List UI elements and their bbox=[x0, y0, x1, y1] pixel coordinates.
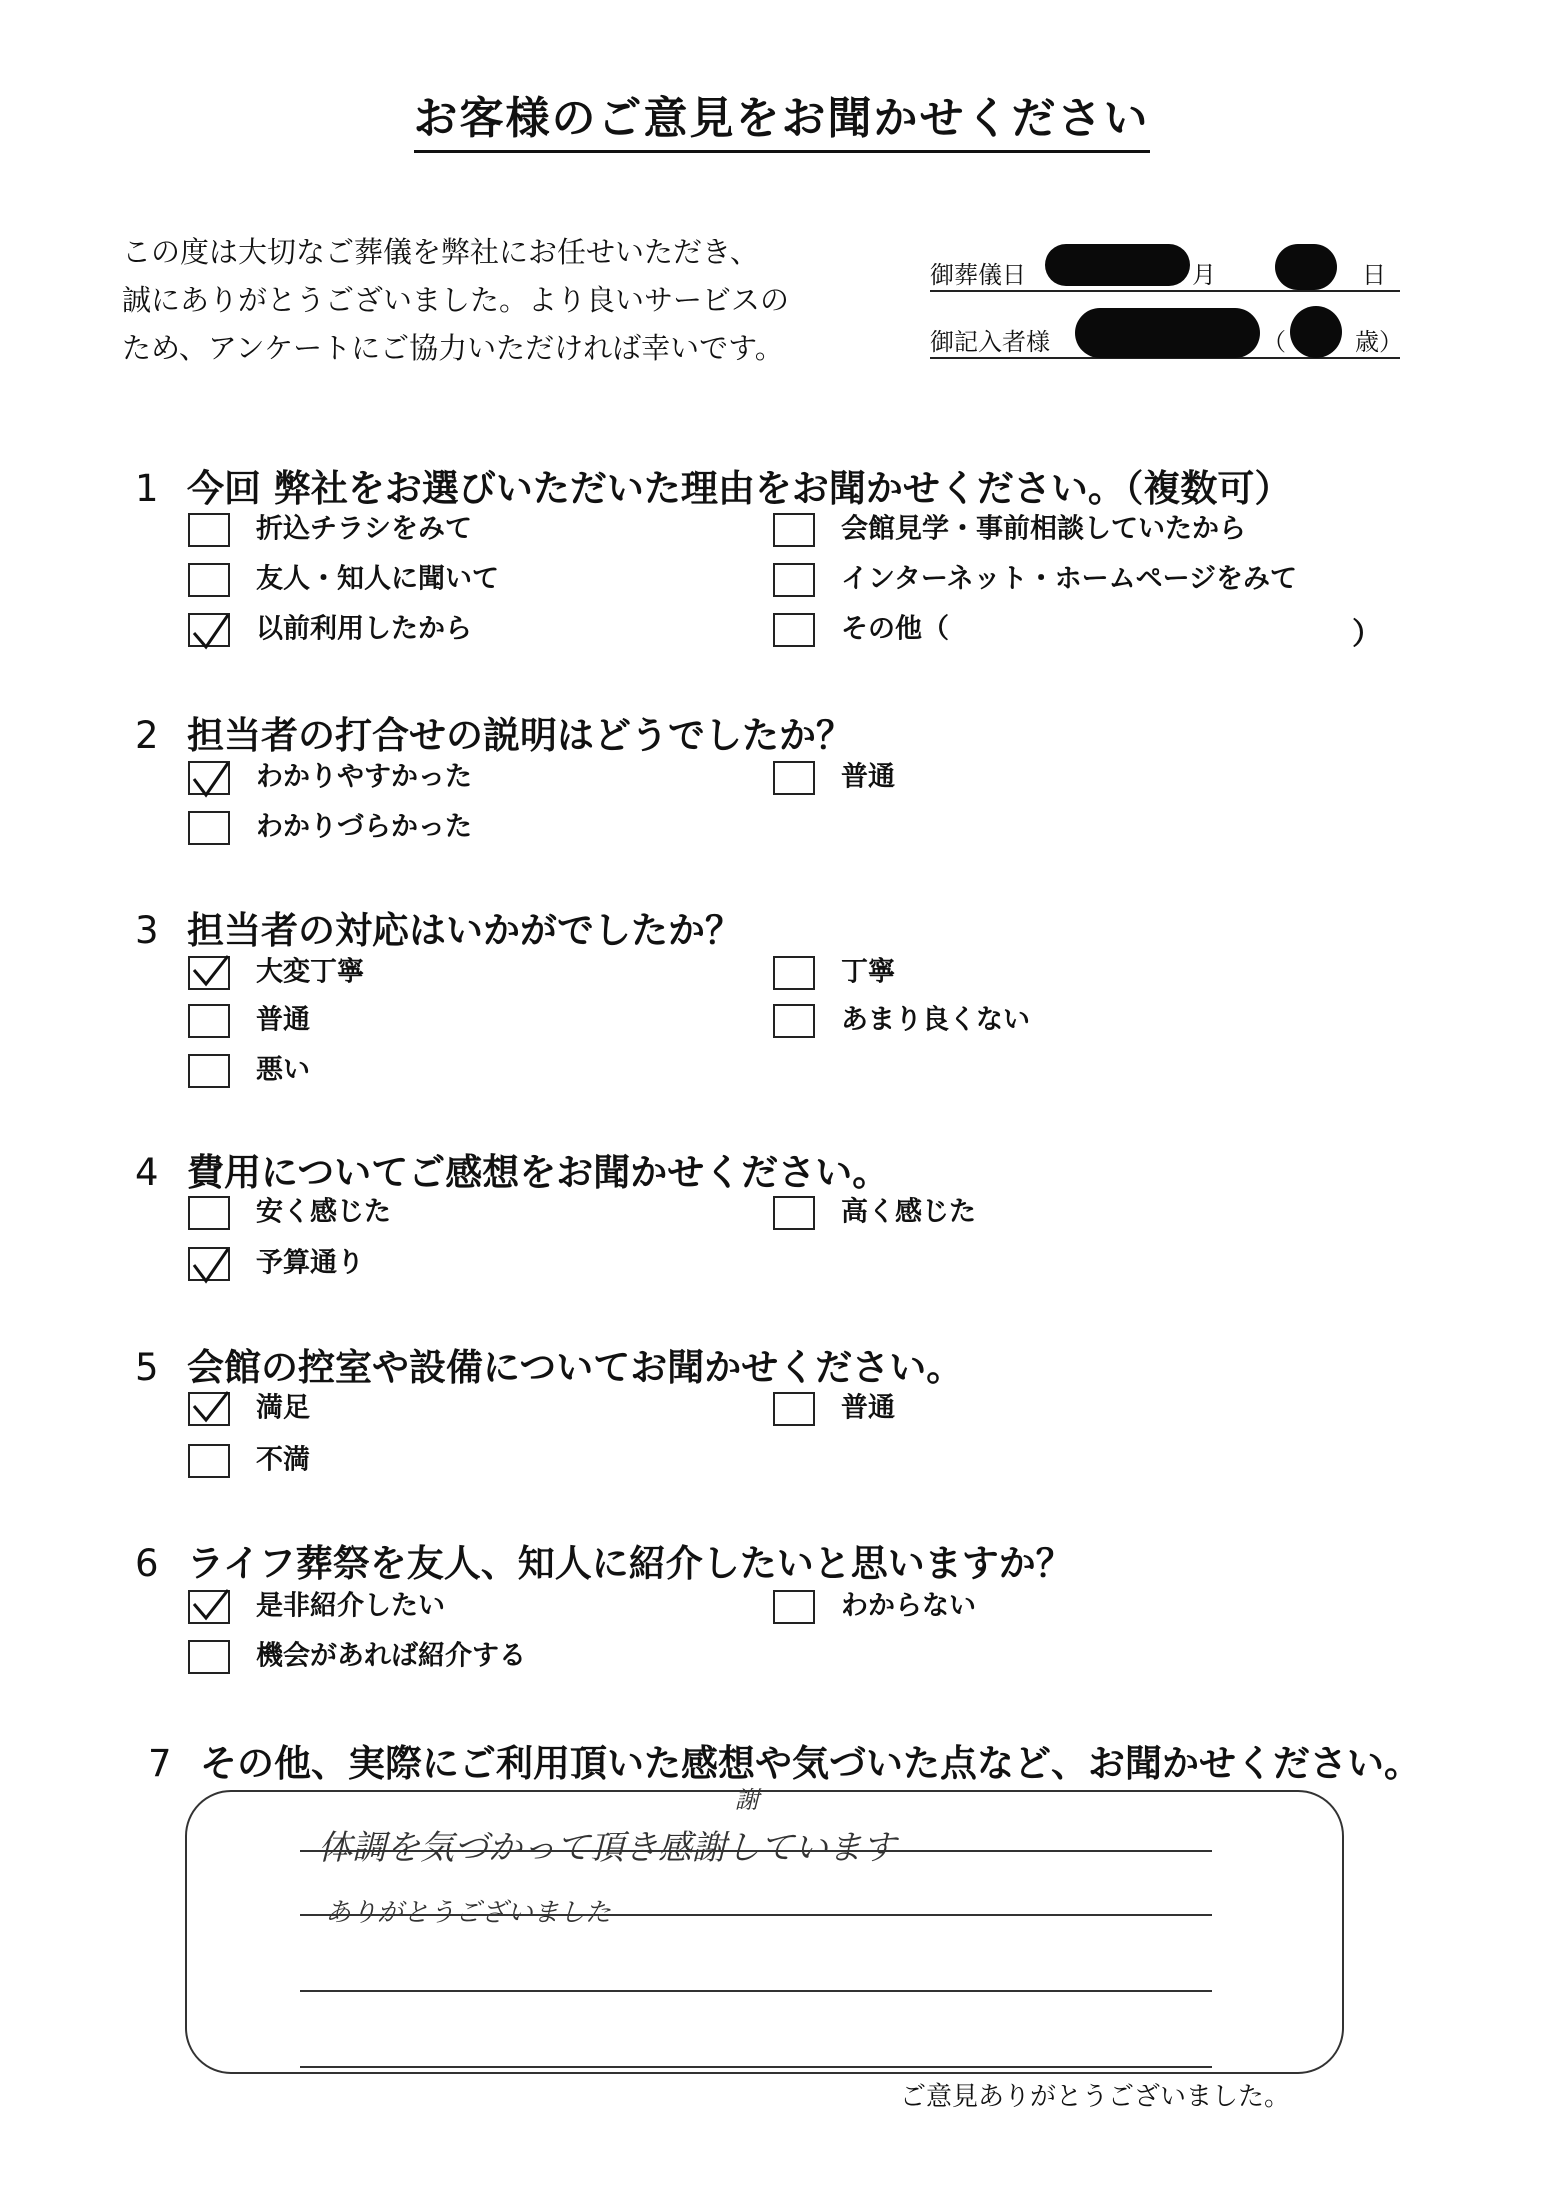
close-paren: ） bbox=[1352, 617, 1382, 652]
option-label: 友人・知人に聞いて bbox=[256, 563, 499, 595]
option-label: 会館見学・事前相談していたから bbox=[841, 513, 1246, 545]
question-2 bbox=[135, 705, 853, 759]
option-row[interactable] bbox=[773, 509, 1246, 549]
checkbox-unchecked[interactable] bbox=[188, 1004, 230, 1038]
option-label: 普通 bbox=[841, 1392, 895, 1424]
option-label: 大変丁寧 bbox=[256, 956, 364, 988]
option-row[interactable] bbox=[773, 1192, 976, 1232]
question-3 bbox=[135, 900, 742, 954]
option-label: 不満 bbox=[256, 1444, 310, 1476]
checkbox-unchecked[interactable] bbox=[773, 761, 815, 795]
question-text: ライフ葬祭を友人、知人に紹介したいと思いますか？ bbox=[187, 1542, 1073, 1585]
respondent-label: 御記入者様 bbox=[930, 328, 1050, 356]
checkmark-icon bbox=[188, 757, 234, 801]
checkbox-unchecked[interactable] bbox=[773, 1590, 815, 1624]
checkbox-checked[interactable] bbox=[188, 1590, 230, 1624]
checkbox-unchecked[interactable] bbox=[188, 1640, 230, 1674]
option-label: 機会があれば紹介する bbox=[256, 1640, 526, 1672]
redacted-day bbox=[1275, 244, 1337, 290]
option-row[interactable] bbox=[188, 1243, 364, 1283]
checkbox-unchecked[interactable] bbox=[773, 1196, 815, 1230]
option-label: わからない bbox=[841, 1590, 976, 1622]
day-label: 日 bbox=[1362, 261, 1386, 289]
option-label: 是非紹介したい bbox=[256, 1590, 445, 1622]
question-number: 4 bbox=[135, 1151, 159, 1194]
funeral-date-label: 御葬儀日 bbox=[930, 261, 1026, 289]
option-label: 以前利用したから bbox=[256, 613, 472, 645]
option-label: 普通 bbox=[256, 1004, 310, 1036]
checkbox-unchecked[interactable] bbox=[188, 513, 230, 547]
option-label: 折込チラシをみて bbox=[256, 513, 472, 545]
checkmark-icon bbox=[188, 1586, 234, 1630]
page-title bbox=[0, 82, 1563, 146]
option-label: 高く感じた bbox=[841, 1196, 976, 1228]
checkmark-icon bbox=[188, 1243, 234, 1287]
checkmark-icon bbox=[188, 952, 234, 996]
checkmark-icon bbox=[188, 609, 234, 653]
question-number: 2 bbox=[135, 714, 159, 757]
option-row[interactable] bbox=[773, 757, 895, 797]
option-row[interactable] bbox=[188, 1050, 310, 1090]
checkbox-unchecked[interactable] bbox=[773, 563, 815, 597]
option-label: わかりやすかった bbox=[256, 761, 472, 793]
comment-line bbox=[300, 2066, 1212, 2068]
option-label: 悪い bbox=[256, 1054, 310, 1086]
question-7 bbox=[148, 1733, 1421, 1787]
checkbox-unchecked[interactable] bbox=[188, 1054, 230, 1088]
checkbox-unchecked[interactable] bbox=[773, 1392, 815, 1426]
question-text: その他、実際にご利用頂いた感想や気づいた点など、お聞かせください。 bbox=[200, 1742, 1421, 1785]
option-row[interactable] bbox=[188, 952, 364, 992]
option-label: 満足 bbox=[256, 1392, 310, 1424]
checkbox-checked[interactable] bbox=[188, 956, 230, 990]
thank-you-note: ご意見ありがとうございました。 bbox=[900, 2082, 1291, 2112]
checkbox-unchecked[interactable] bbox=[188, 1444, 230, 1478]
checkbox-unchecked[interactable] bbox=[773, 1004, 815, 1038]
question-text: 会館の控室や設備についてお聞かせください。 bbox=[187, 1346, 964, 1389]
option-label: わかりづらかった bbox=[256, 811, 472, 843]
question-1 bbox=[135, 458, 1291, 512]
option-row[interactable] bbox=[188, 807, 472, 847]
option-row[interactable] bbox=[188, 1440, 310, 1480]
checkbox-unchecked[interactable] bbox=[773, 613, 815, 647]
option-row[interactable] bbox=[188, 1192, 391, 1232]
page-title-text: お客様のご意見をお聞かせください bbox=[414, 93, 1150, 153]
option-label: インターネット・ホームページをみて bbox=[841, 563, 1298, 595]
funeral-date-underline bbox=[930, 290, 1400, 292]
checkbox-unchecked[interactable] bbox=[188, 563, 230, 597]
option-row[interactable] bbox=[188, 609, 472, 649]
age-label: 歳） bbox=[1355, 328, 1403, 356]
question-number: 7 bbox=[148, 1742, 172, 1785]
option-row[interactable] bbox=[188, 509, 472, 549]
option-label: その他（ bbox=[841, 613, 949, 645]
checkmark-icon bbox=[188, 1388, 234, 1432]
checkbox-unchecked[interactable] bbox=[188, 1196, 230, 1230]
intro-text bbox=[122, 228, 789, 372]
option-row[interactable] bbox=[188, 1586, 445, 1626]
month-label: 月 bbox=[1192, 261, 1216, 289]
redacted-date bbox=[1045, 244, 1190, 286]
option-row[interactable] bbox=[773, 1388, 895, 1428]
option-row[interactable] bbox=[773, 952, 895, 992]
checkbox-checked[interactable] bbox=[188, 1247, 230, 1281]
question-text: 担当者の対応はいかがでしたか？ bbox=[187, 909, 742, 952]
checkbox-checked[interactable] bbox=[188, 613, 230, 647]
question-number: 5 bbox=[135, 1346, 159, 1389]
redacted-name bbox=[1075, 308, 1260, 358]
option-row[interactable] bbox=[773, 559, 1297, 599]
checkbox-checked[interactable] bbox=[188, 1392, 230, 1426]
handwritten-correction: 謝 bbox=[735, 1786, 759, 1814]
option-row[interactable] bbox=[773, 609, 949, 649]
comment-line bbox=[300, 1990, 1212, 1992]
question-text: 担当者の打合せの説明はどうでしたか？ bbox=[187, 714, 853, 757]
question-number: 6 bbox=[135, 1542, 159, 1585]
option-label: 丁寧 bbox=[841, 956, 895, 988]
option-label: あまり良くない bbox=[841, 1004, 1030, 1036]
question-number: 1 bbox=[135, 467, 159, 510]
option-row[interactable] bbox=[188, 559, 499, 599]
question-number: 3 bbox=[135, 909, 159, 952]
age-open-paren: （ bbox=[1262, 328, 1286, 356]
question-6 bbox=[135, 1533, 1073, 1587]
question-4 bbox=[135, 1142, 889, 1196]
option-row[interactable] bbox=[188, 1000, 310, 1040]
redacted-age bbox=[1290, 306, 1342, 358]
handwritten-comment-line1: 体調を気づかって頂き感謝しています bbox=[318, 1828, 896, 1868]
intro-line: ため、アンケートにご協力いただければ幸いです。 bbox=[122, 331, 784, 365]
option-label: 普通 bbox=[841, 761, 895, 793]
question-5 bbox=[135, 1337, 963, 1391]
option-label: 安く感じた bbox=[256, 1196, 391, 1228]
option-row[interactable] bbox=[188, 757, 472, 797]
handwritten-comment-line2: ありがとうございました bbox=[325, 1898, 612, 1928]
checkbox-unchecked[interactable] bbox=[773, 513, 815, 547]
checkbox-checked[interactable] bbox=[188, 761, 230, 795]
option-label: 予算通り bbox=[256, 1247, 364, 1279]
option-row[interactable] bbox=[773, 1586, 976, 1626]
checkbox-unchecked[interactable] bbox=[773, 956, 815, 990]
question-text: 費用についてご感想をお聞かせください。 bbox=[187, 1151, 890, 1194]
option-row[interactable] bbox=[188, 1636, 526, 1676]
option-row[interactable] bbox=[773, 1000, 1030, 1040]
option-row[interactable] bbox=[188, 1388, 310, 1428]
question-text: 今回 弊社をお選びいただいた理由をお聞かせください。（複数可） bbox=[187, 467, 1292, 510]
intro-line: この度は大切なご葬儀を弊社にお任せいただき、 bbox=[122, 235, 759, 269]
checkbox-unchecked[interactable] bbox=[188, 811, 230, 845]
intro-line: 誠にありがとうございました。より良いサービスの bbox=[122, 283, 790, 317]
